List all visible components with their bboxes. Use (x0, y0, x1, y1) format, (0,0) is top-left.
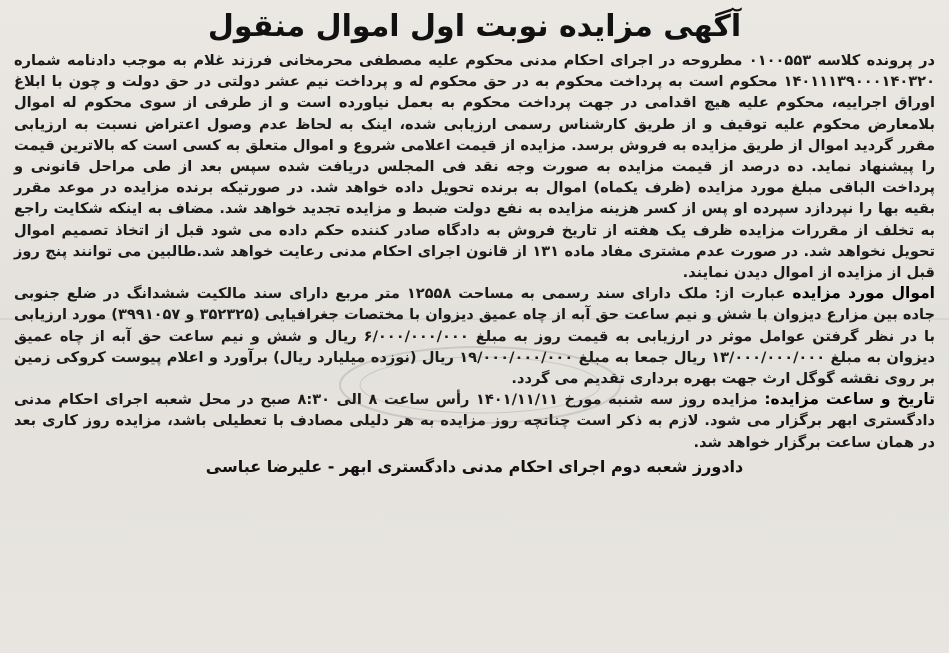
property-heading: اموال مورد مزایده (792, 284, 935, 303)
notice-signature: دادورز شعبه دوم اجرای احکام مدنی دادگستری ابهر - علیرضا عباسی (205, 456, 744, 476)
datetime-heading: تاریخ و ساعت مزایده: (764, 390, 935, 409)
notice-body (14, 50, 935, 453)
notice-title: آگهی مزایده نوبت اول اموال منقول (207, 9, 742, 44)
notice-intro-paragraph: در پرونده کلاسه ۰۱۰۰۵۵۳ مطروحه در اجرای احکام مدنی محکوم علیه مصطفی محرمخانی فرزند غلام به موجب دادنامه شماره ۱۴۰۱۱۱۳۹۰۰۰۱۴۰۳۲۰ محکوم است به پرداخت محکوم به در حق محکوم له و پرداخت نیم عشر دولتی در حق دولت و چون با ابلاغ اوراق اجراییه، محکوم علیه هیچ اقدامی در جهت پرداخت محکوم به بعمل نیاورده است و از طرفی از سوی محکوم له اموال بلامعارض محکوم علیه توقیف و از طریق کارشناس رسمی ارزیابی شده، اینک به لحاظ عدم وصول اعتراض نسبت به ارزیابی مقرر گردید اموال از طریق مزایده به فروش برسد. مزایده از قیمت اعلامی شروع و اموال متعلق به کسی است که بالاترین قیمت را پیشنهاد نماید. ده درصد از قیمت مزایده به صورت وجه نقد فی المجلس دریافت شده سپس بعد از طی مراحل قانونی و پرداخت الباقی مبلغ مورد مزایده (ظرف یکماه) اموال به برنده تحویل داده خواهد شد. در صورتیکه برنده مزایده در موعد مقرر بقیه بها را نپردازد سپرده او پس از کسر هزینه مزایده به نفع دولت ضبط و مزایده تجدید خواهد شد. مضاف به اینکه شکایت راجع به تخلف از مقررات مزایده ظرف یک هفته از تاریخ فروش به دادگاه صادر کننده حکم داده می شود قبل از اتخاذ تصمیم اموال تحویل نخواهد شد. در صورت عدم مشتری مفاد ماده ۱۳۱ از قانون اجرای احکام مدنی رعایت خواهد شد.طالبین می توانند پنج روز قبل از مزایده از اموال دیدن نمایند. (14, 52, 935, 282)
datetime-paragraph (14, 389, 935, 453)
property-paragraph (14, 283, 935, 389)
property-description: عبارت از: ملک دارای سند رسمی به مساحت ۱۲۵۵۸ متر مربع دارای سند مالکیت ششدانگ در ضلع جنوبی جاده بین مزارع دیزوان با شش و نیم ساعت حق آبه از چاه عمیق دیزوان با مختصات جغرافیایی (۳۵۲۳۲۵ و ۳۹۹۱۰۵۷) مورد ارزیابی با در نظر گرفتن عوامل موثر در ارزیابی به قیمت روز به مبلغ ۶/۰۰۰/۰۰۰/۰۰۰ ریال و شش و نیم ساعت حق آبه از چاه عمیق دیزوان به مبلغ ۱۳/۰۰۰/۰۰۰/۰۰۰ ریال جمعا به مبلغ ۱۹/۰۰۰/۰۰۰/۰۰۰ ریال (نوزده میلیارد ریال) برآورد و اعلام پیوست کروکی زمین بر روی نقشه گوگل ارث جهت بهره برداری تقدیم می گردد. (14, 285, 936, 388)
paper-fold-line (0, 318, 949, 320)
datetime-description: مزایده روز سه شنبه مورخ ۱۴۰۱/۱۱/۱۱ رأس ساعت ۸ الی ۸:۳۰ صبح در محل شعبه اجرای احکام مدنی دادگستری ابهر برگزار می شود. لازم به ذکر است چنانچه روز مزایده به هر دلیلی مصادف با تعطیلی باشد، مزایده روز کاری بعد در همان ساعت برگزار خواهد شد. (14, 391, 935, 451)
